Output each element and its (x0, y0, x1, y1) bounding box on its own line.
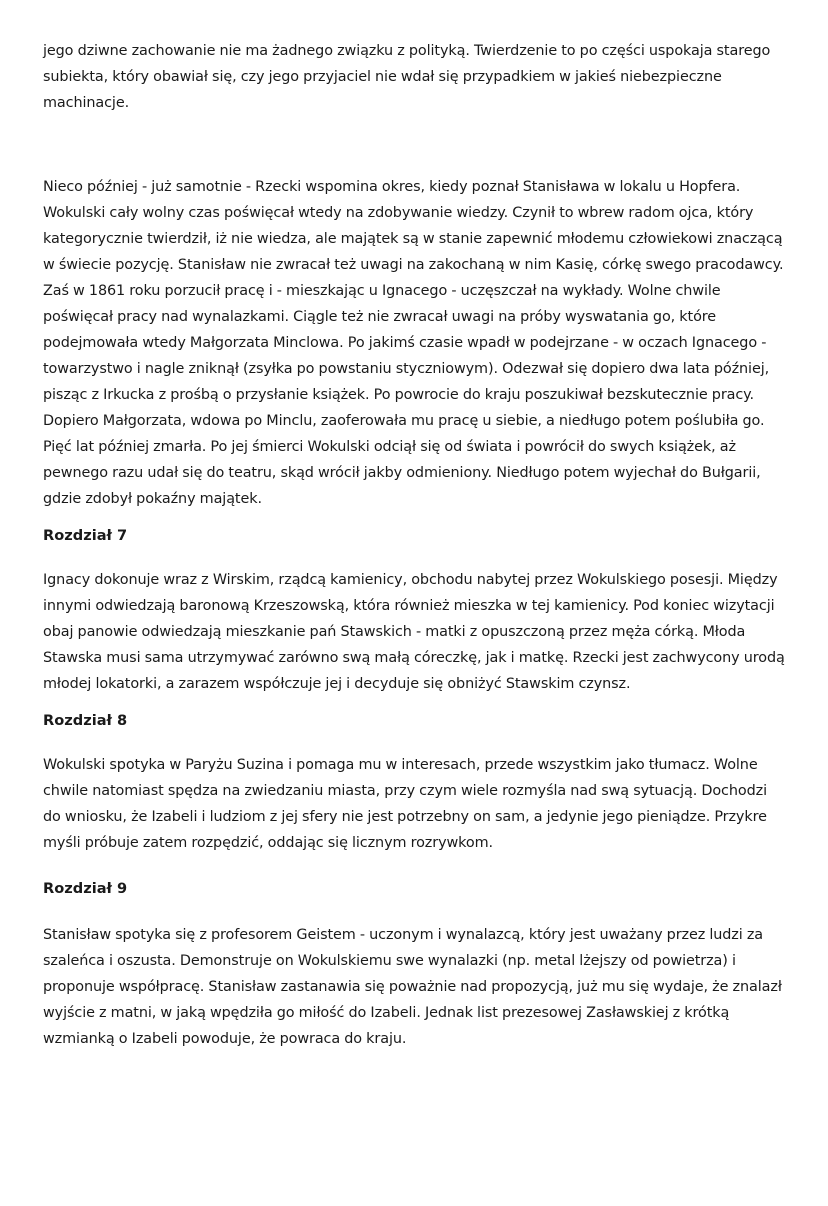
chapter-8-text: Wokulski spotyka w Paryżu Suzina i pomaga mu w interesach, przede wszystkim jako tłumacz. Wolne chwile natomiast spędza na zwiedzaniu miasta, przy czym wiele rozmyśla nad swą sytuacją. Dochodzi do wniosku, że Izabeli i ludziom z jej sfery nie jest potrzebny on sam, a jedynie jego pieniądze. Przykre myśli próbuje zatem rozpędzić, oddając się licznym rozrywkom. (43, 757, 767, 851)
document-page (43, 38, 788, 1052)
chapter-8-heading: Rozdział 8 (43, 712, 128, 729)
chapter-9-heading: Rozdział 9 (43, 880, 128, 897)
chapter-7-heading: Rozdział 7 (43, 527, 128, 544)
intro-paragraph: jego dziwne zachowanie nie ma żadnego związku z polityką. Twierdzenie to po części uspokaja starego subiekta, który obawiał się, czy jego przyjaciel nie wdał się przypadkiem w jakieś niebezpieczne machinacje. (43, 43, 771, 111)
chapter-9-text: Stanisław spotyka się z profesorem Geistem - uczonym i wynalazcą, który jest uważany przez ludzi za szaleńca i oszusta. Demonstruje on Wokulskiemu swe wynalazki (np. metal lżejszy od powietrza) i proponuje współpracę. Stanisław zastanawia się poważnie nad propozycją, już mu się wydaje, że znalazł wyjście z matni, w jaką wpędziła go miłość do Izabeli. Jednak list prezesowej Zasławskiej z krótką wzmianką o Izabeli powoduje, że powraca do kraju. (43, 927, 782, 1047)
recollection-paragraph: Nieco później - już samotnie - Rzecki wspomina okres, kiedy poznał Stanisława w lokalu u Hopfera. Wokulski cały wolny czas poświęcał wtedy na zdobywanie wiedzy. Czynił to wbrew radom ojca, który kategorycznie twierdził, iż nie wiedza, ale majątek są w stanie zapewnić młodemu człowiekowi znaczącą w świecie pozycję. Stanisław nie zwracał też uwagi na zakochaną w nim Kasię, córkę swego pracodawcy. Zaś w 1861 roku porzucił pracę i - mieszkając u Ignacego - uczęszczał na wykłady. Wolne chwile poświęcał pracy nad wynalazkami. Ciągle też nie zwracał uwagi na próby wyswatania go, które podejmowała wtedy Małgorzata Minclowa. Po jakimś czasie wpadł w podejrzane - w oczach Ignacego - towarzystwo i nagle zniknął (zsyłka po powstaniu styczniowym). Odezwał się dopiero dwa lata później, pisząc z Irkucka z prośbą o przysłanie książek. Po powrocie do kraju poszukiwał bezskutecznie pracy. Dopiero Małgorzata, wdowa po Minclu, zaoferowała mu pracę u siebie, a niedługo potem poślubiła go. Pięć lat później zmarła. Po jej śmierci Wokulski odciął się od świata i powrócił do swych książek, aż pewnego razu udał się do teatru, skąd wrócił jakby odmieniony. Niedługo potem wyjechał do Bułgarii, gdzie zdobył pokaźny majątek. (43, 179, 784, 507)
chapter-7-text: Ignacy dokonuje wraz z Wirskim, rządcą kamienicy, obchodu nabytej przez Wokulskiego posesji. Między innymi odwiedzają baronową Krzeszowską, która również mieszka w tej kamienicy. Pod koniec wizytacji obaj panowie odwiedzają mieszkanie pań Stawskich - matki z opuszczoną przez męża córką. Młoda Stawska musi sama utrzymywać zarówno swą małą córeczkę, jak i matkę. Rzecki jest zachwycony urodą młodej lokatorki, a zarazem współczuje jej i decyduje się obniżyć Stawskim czynsz. (43, 572, 785, 692)
